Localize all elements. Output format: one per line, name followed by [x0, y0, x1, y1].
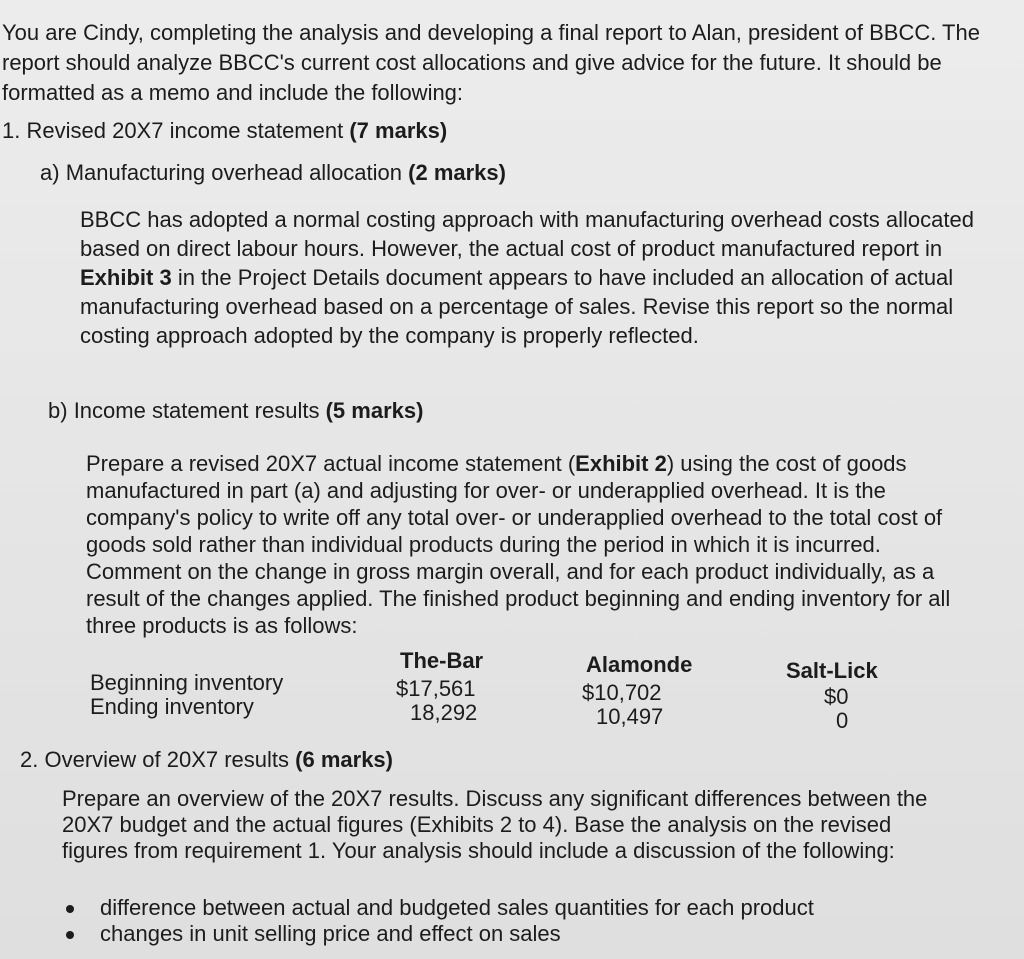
item-2-heading: [20, 745, 393, 775]
table-cell: $10,702: [582, 680, 662, 705]
inventory-table: [90, 648, 900, 732]
table-cell: 18,292: [410, 700, 478, 725]
item-1-marks: (7 marks): [349, 118, 448, 143]
list-item-text: difference between actual and budgeted sales quantities for each product: [100, 895, 814, 920]
intro-paragraph: You are Cindy, completing the analysis and developing a final report to Alan, president of BBCC. The report should analyze BBCC's current cost allocations and give advice for the future. It should be formatted as a memo and include the following:: [2, 20, 980, 105]
item-1a-marks: (2 marks): [408, 160, 506, 185]
item-1-heading: [2, 116, 447, 146]
item-1a-title: Manufacturing overhead allocation: [65, 160, 403, 185]
item-1b-body-part2: ) using the cost of goods manufactured in part (a) and adjusting for over- or underapplied overhead. It is the company's policy to write off any total over- or underapplied overhead to the total cost of goods sold rather than individual products during the period in which it is incurred. Comment on the change in gross margin overall, and for each product individually, as a result of the changes applied. The finished product beginning and ending inventory for all three products is as follows:: [86, 451, 951, 638]
item-1b-body-part1: Prepare a revised 20X7 actual income statement (: [86, 451, 576, 476]
column-header: Salt-Lick: [786, 658, 878, 683]
item-2-marks: (6 marks): [295, 747, 393, 772]
row-label: Ending inventory: [90, 694, 254, 719]
item-1a-heading: [40, 158, 506, 188]
row-label: Beginning inventory: [90, 670, 284, 695]
item-1a-letter: a): [40, 160, 60, 185]
list-item: [62, 895, 962, 921]
item-2-number: 2.: [20, 747, 39, 772]
list-item-text: changes in unit selling price and effect on sales: [100, 921, 561, 946]
item-1b-body-exhibit: Exhibit 2: [575, 451, 667, 476]
item-1b-letter: b): [48, 398, 68, 423]
table-cell: $0: [824, 684, 849, 709]
item-1b-title: Income statement results: [73, 398, 320, 423]
item-1-title: Revised 20X7 income statement: [26, 118, 344, 143]
column-header: Alamonde: [586, 652, 693, 677]
item-1-number: 1.: [2, 118, 21, 143]
item-2-body: Prepare an overview of the 20X7 results. Discuss any significant differences between the 20X7 budget and the actual figures (Exhibits 2 to 4). Base the analysis on the revised figures from requirement 1. Your analysis should include a discussion of the following:: [62, 786, 928, 863]
table-cell: 10,497: [596, 704, 664, 729]
table-cell: $17,561: [396, 676, 476, 701]
item-1a-body: [80, 205, 980, 350]
item-2-title: Overview of 20X7 results: [44, 747, 290, 772]
item-1b-body: [86, 450, 976, 639]
bullet-icon: [66, 905, 74, 913]
list-item: [62, 921, 962, 947]
column-header: The-Bar: [400, 648, 484, 673]
item-1b-marks: (5 marks): [325, 398, 424, 423]
bullet-icon: [66, 931, 74, 939]
discussion-bullet-list: [62, 895, 962, 947]
item-1b-heading: [48, 396, 423, 426]
item-1a-body-part1: BBCC has adopted a normal costing approach with manufacturing overhead costs allocated based on direct labour hours. However, the actual cost of product manufactured report in: [80, 207, 974, 261]
item-1a-body-exhibit: Exhibit 3: [80, 265, 172, 290]
item-1a-body-part2: in the Project Details document appears to have included an allocation of actual manufacturing overhead based on a percentage of sales. Revise this report so the normal costing approach adopted by the company is properly reflected.: [80, 265, 954, 348]
table-cell: 0: [836, 708, 849, 733]
